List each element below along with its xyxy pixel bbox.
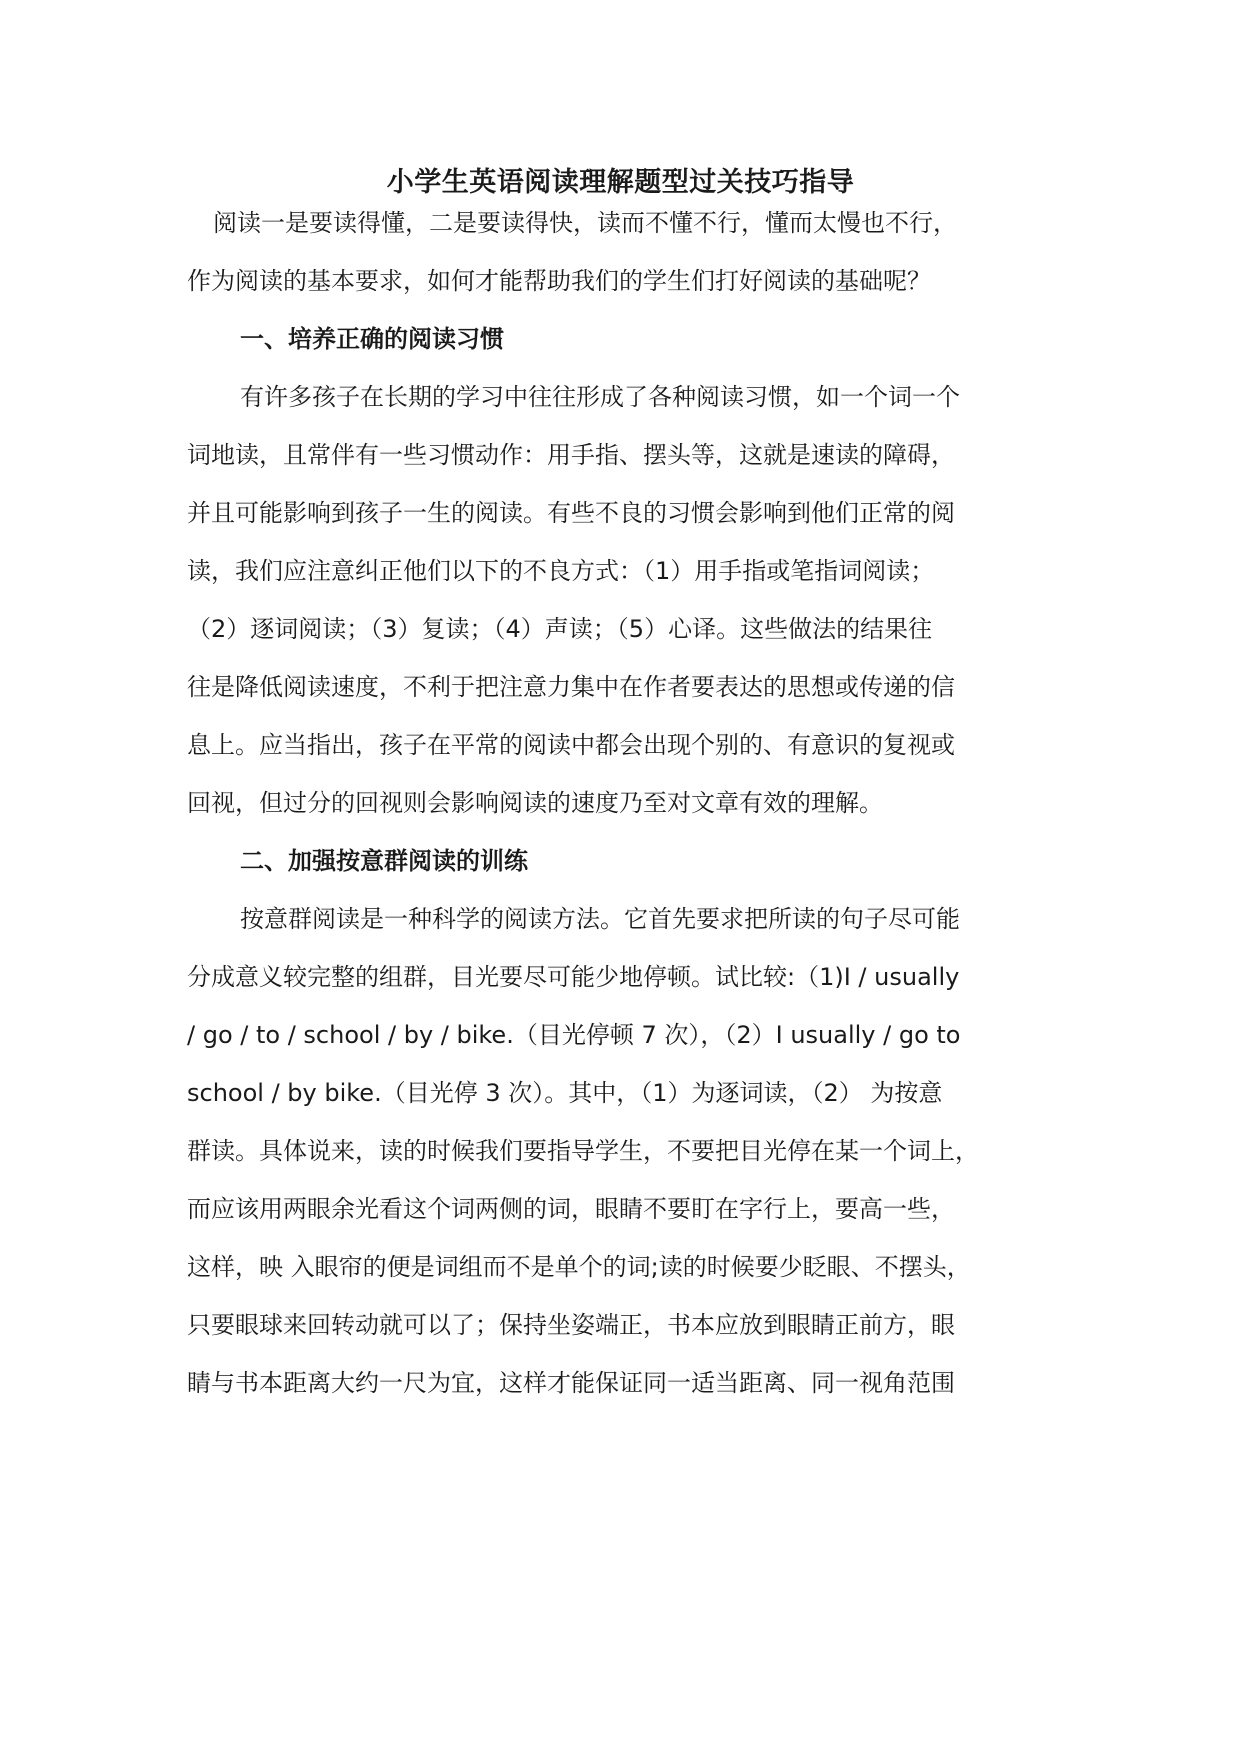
paragraph-line: 只要眼球来回转动就可以了；保持坐姿端正，书本应放到眼睛正前方，眼	[187, 1311, 955, 1339]
section-heading: 一、培养正确的阅读习惯	[240, 325, 504, 353]
paragraph-line: 并且可能影响到孩子一生的阅读。有些不良的习惯会影响到他们正常的阅	[187, 499, 955, 527]
paragraph-line: 息上。应当指出，孩子在平常的阅读中都会出现个别的、有意识的复视或	[187, 731, 955, 759]
paragraph-line: 按意群阅读是一种科学的阅读方法。它首先要求把所读的句子尽可能	[240, 905, 960, 933]
paragraph-line: 阅读一是要读得懂，二是要读得快，读而不懂不行，懂而太慢也不行，	[213, 209, 957, 237]
paragraph-line: 读，我们应注意纠正他们以下的不良方式：（1）用手指或笔指词阅读；	[187, 557, 935, 585]
document-title: 小学生英语阅读理解题型过关技巧指导	[386, 167, 855, 198]
paragraph-line: 睛与书本距离大约一尺为宜，这样才能保证同一适当距离、同一视角范围	[187, 1369, 955, 1397]
paragraph-line: 分成意义较完整的组群，目光要尽可能少地停顿。试比较:（1)I / usually	[187, 963, 960, 991]
paragraph-line: school / by bike.（目光停 3 次）。其中，（1）为逐词读，（2） 为按意	[187, 1079, 943, 1107]
paragraph-line: 而应该用两眼余光看这个词两侧的词，眼睛不要盯在字行上，要高一些，	[187, 1195, 955, 1223]
paragraph-line: 群读。具体说来，读的时候我们要指导学生，不要把目光停在某一个词上，	[187, 1137, 979, 1165]
paragraph-line: 词地读，且常伴有一些习惯动作：用手指、摆头等，这就是速读的障碍，	[187, 441, 955, 469]
paragraph-line: 作为阅读的基本要求，如何才能帮助我们的学生们打好阅读的基础呢？	[187, 267, 931, 295]
paragraph-line: 这样，映 入眼帘的便是词组而不是单个的词;读的时候要少眨眼、不摆头，	[187, 1253, 971, 1281]
section-heading: 二、加强按意群阅读的训练	[240, 847, 528, 875]
paragraph-line: 有许多孩子在长期的学习中往往形成了各种阅读习惯，如一个词一个	[240, 383, 960, 411]
paragraph-line: （2）逐词阅读；（3）复读；（4）声读；（5）心译。这些做法的结果往	[187, 615, 933, 643]
paragraph-line: 往是降低阅读速度，不利于把注意力集中在作者要表达的思想或传递的信	[187, 673, 955, 701]
paragraph-line: / go / to / school / by / bike.（目光停顿 7 次），（2）I usually / go to	[187, 1021, 961, 1049]
paragraph-line: 回视，但过分的回视则会影响阅读的速度乃至对文章有效的理解。	[187, 789, 883, 817]
